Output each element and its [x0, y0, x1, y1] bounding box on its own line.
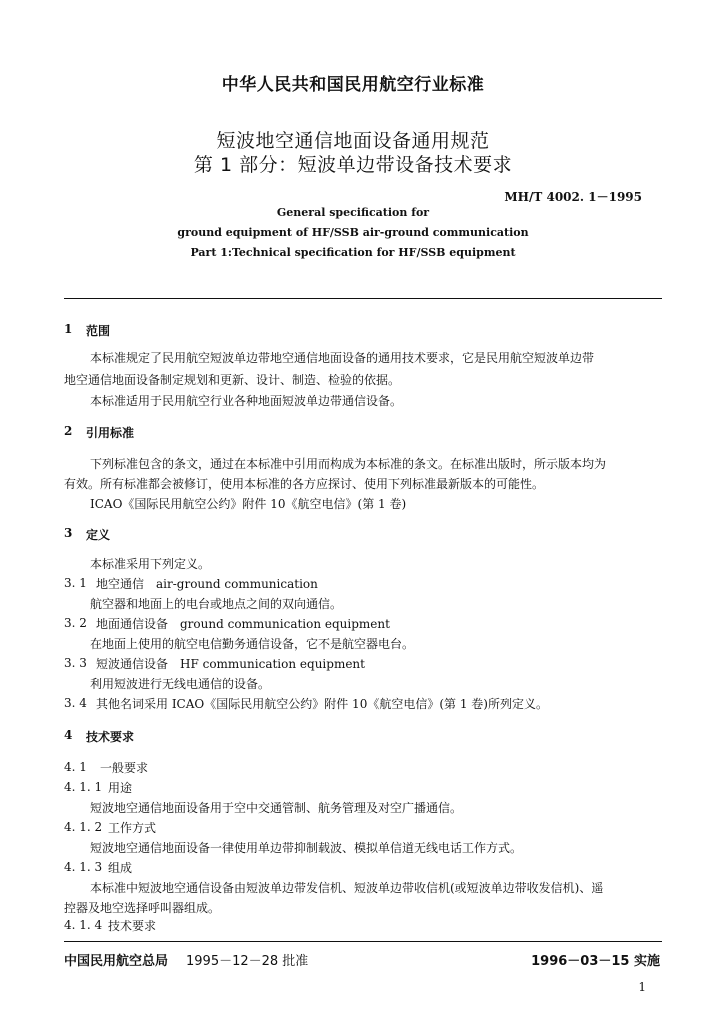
section-1-para-2: 本标准适用于民用航空行业各种地面短波单边带通信设备。: [90, 394, 403, 408]
clause-4-1-2-title: 工作方式: [108, 821, 157, 835]
section-2-number: 2: [64, 424, 73, 438]
section-1-number: 1: [64, 322, 73, 336]
section-1-para-1b: 地空通信地面设备制定规划和更新、设计、制造、检验的依据。: [64, 373, 401, 387]
implementation-date: 1996－03－15 实施: [531, 954, 660, 969]
definition-3-2-term: 地面通信设备 ground communication equipment: [96, 617, 390, 631]
issuer: 中国民用航空总局: [64, 954, 169, 969]
section-3-number: 3: [64, 526, 73, 540]
clause-4-1-3-number: 4. 1. 3: [64, 860, 103, 874]
section-1-title: 范围: [86, 324, 111, 338]
definition-3-1-text: 航空器和地面上的电台或地点之间的双向通信。: [90, 597, 343, 611]
definition-3-4-number: 3. 4: [64, 696, 87, 710]
english-title-1: General specification for: [276, 206, 430, 219]
clause-4-1-4-title: 技术要求: [108, 919, 157, 933]
clause-4-1-number: 4. 1: [64, 760, 87, 774]
section-1-para-1a: 本标准规定了民用航空短波单边带地空通信地面设备的通用技术要求，它是民用航空短波单边带: [90, 351, 595, 365]
definition-3-4-text: 其他名词采用 ICAO《国际民用航空公约》附件 10《航空电信》(第 1 卷)所列定义。: [96, 697, 548, 711]
standard-code: MH/T 4002. 1－1995: [504, 190, 642, 204]
section-2-para-2: ICAO《国际民用航空公约》附件 10《航空电信》(第 1 卷): [90, 497, 407, 511]
clause-4-1-3-text-a: 本标准中短波地空通信设备由短波单边带发信机、短波单边带收信机(或短波单边带收发信机)、遥: [90, 881, 604, 895]
definition-3-1-term: 地空通信 air-ground communication: [96, 577, 318, 591]
section-4-title: 技术要求: [86, 730, 135, 744]
page-number: 1: [638, 980, 646, 994]
section-2-para-1b: 有效。所有标准都会被修订，使用本标准的各方应探讨、使用下列标准最新版本的可能性。: [64, 477, 545, 491]
definition-3-1-number: 3. 1: [64, 576, 87, 590]
definition-3-2-number: 3. 2: [64, 616, 87, 630]
title-line-1: 短波地空通信地面设备通用规范: [216, 130, 490, 152]
definition-3-3-number: 3. 3: [64, 656, 87, 670]
english-title-3: Part 1:Technical specification for HF/SSB equipment: [190, 246, 516, 259]
english-title-2: ground equipment of HF/SSB air-ground communication: [177, 226, 529, 239]
section-4-number: 4: [64, 728, 73, 742]
footer-divider: [64, 941, 662, 942]
clause-4-1-1-title: 用途: [108, 781, 133, 795]
section-2-para-1a: 下列标准包含的条文，通过在本标准中引用而构成为本标准的条文。在标准出版时，所示版本均为: [90, 457, 607, 471]
header-divider: [64, 298, 662, 299]
title-line-2: 第 1 部分：短波单边带设备技术要求: [193, 154, 513, 176]
clause-4-1-title: 一般要求: [100, 761, 149, 775]
section-3-intro: 本标准采用下列定义。: [90, 557, 211, 571]
definition-3-3-text: 利用短波进行无线电通信的设备。: [90, 677, 271, 691]
clause-4-1-1-text: 短波地空通信地面设备用于空中交通管制、航务管理及对空广播通信。: [90, 801, 463, 815]
clause-4-1-1-number: 4. 1. 1: [64, 780, 103, 794]
clause-4-1-3-title: 组成: [108, 861, 133, 875]
approval-date: 1995－12－28 批准: [186, 954, 309, 969]
clause-4-1-2-text: 短波地空通信地面设备一律使用单边带抑制载波、模拟单信道无线电话工作方式。: [90, 841, 523, 855]
clause-4-1-4-number: 4. 1. 4: [64, 918, 103, 932]
clause-4-1-2-number: 4. 1. 2: [64, 820, 103, 834]
definition-3-3-term: 短波通信设备 HF communication equipment: [96, 657, 365, 671]
section-2-title: 引用标准: [86, 426, 135, 440]
clause-4-1-3-text-b: 控器及地空选择呼叫器组成。: [64, 901, 221, 915]
definition-3-2-text: 在地面上使用的航空电信勤务通信设备，它不是航空器电台。: [90, 637, 415, 651]
standard-org: 中华人民共和国民用航空行业标准: [221, 75, 485, 95]
section-3-title: 定义: [86, 528, 111, 542]
